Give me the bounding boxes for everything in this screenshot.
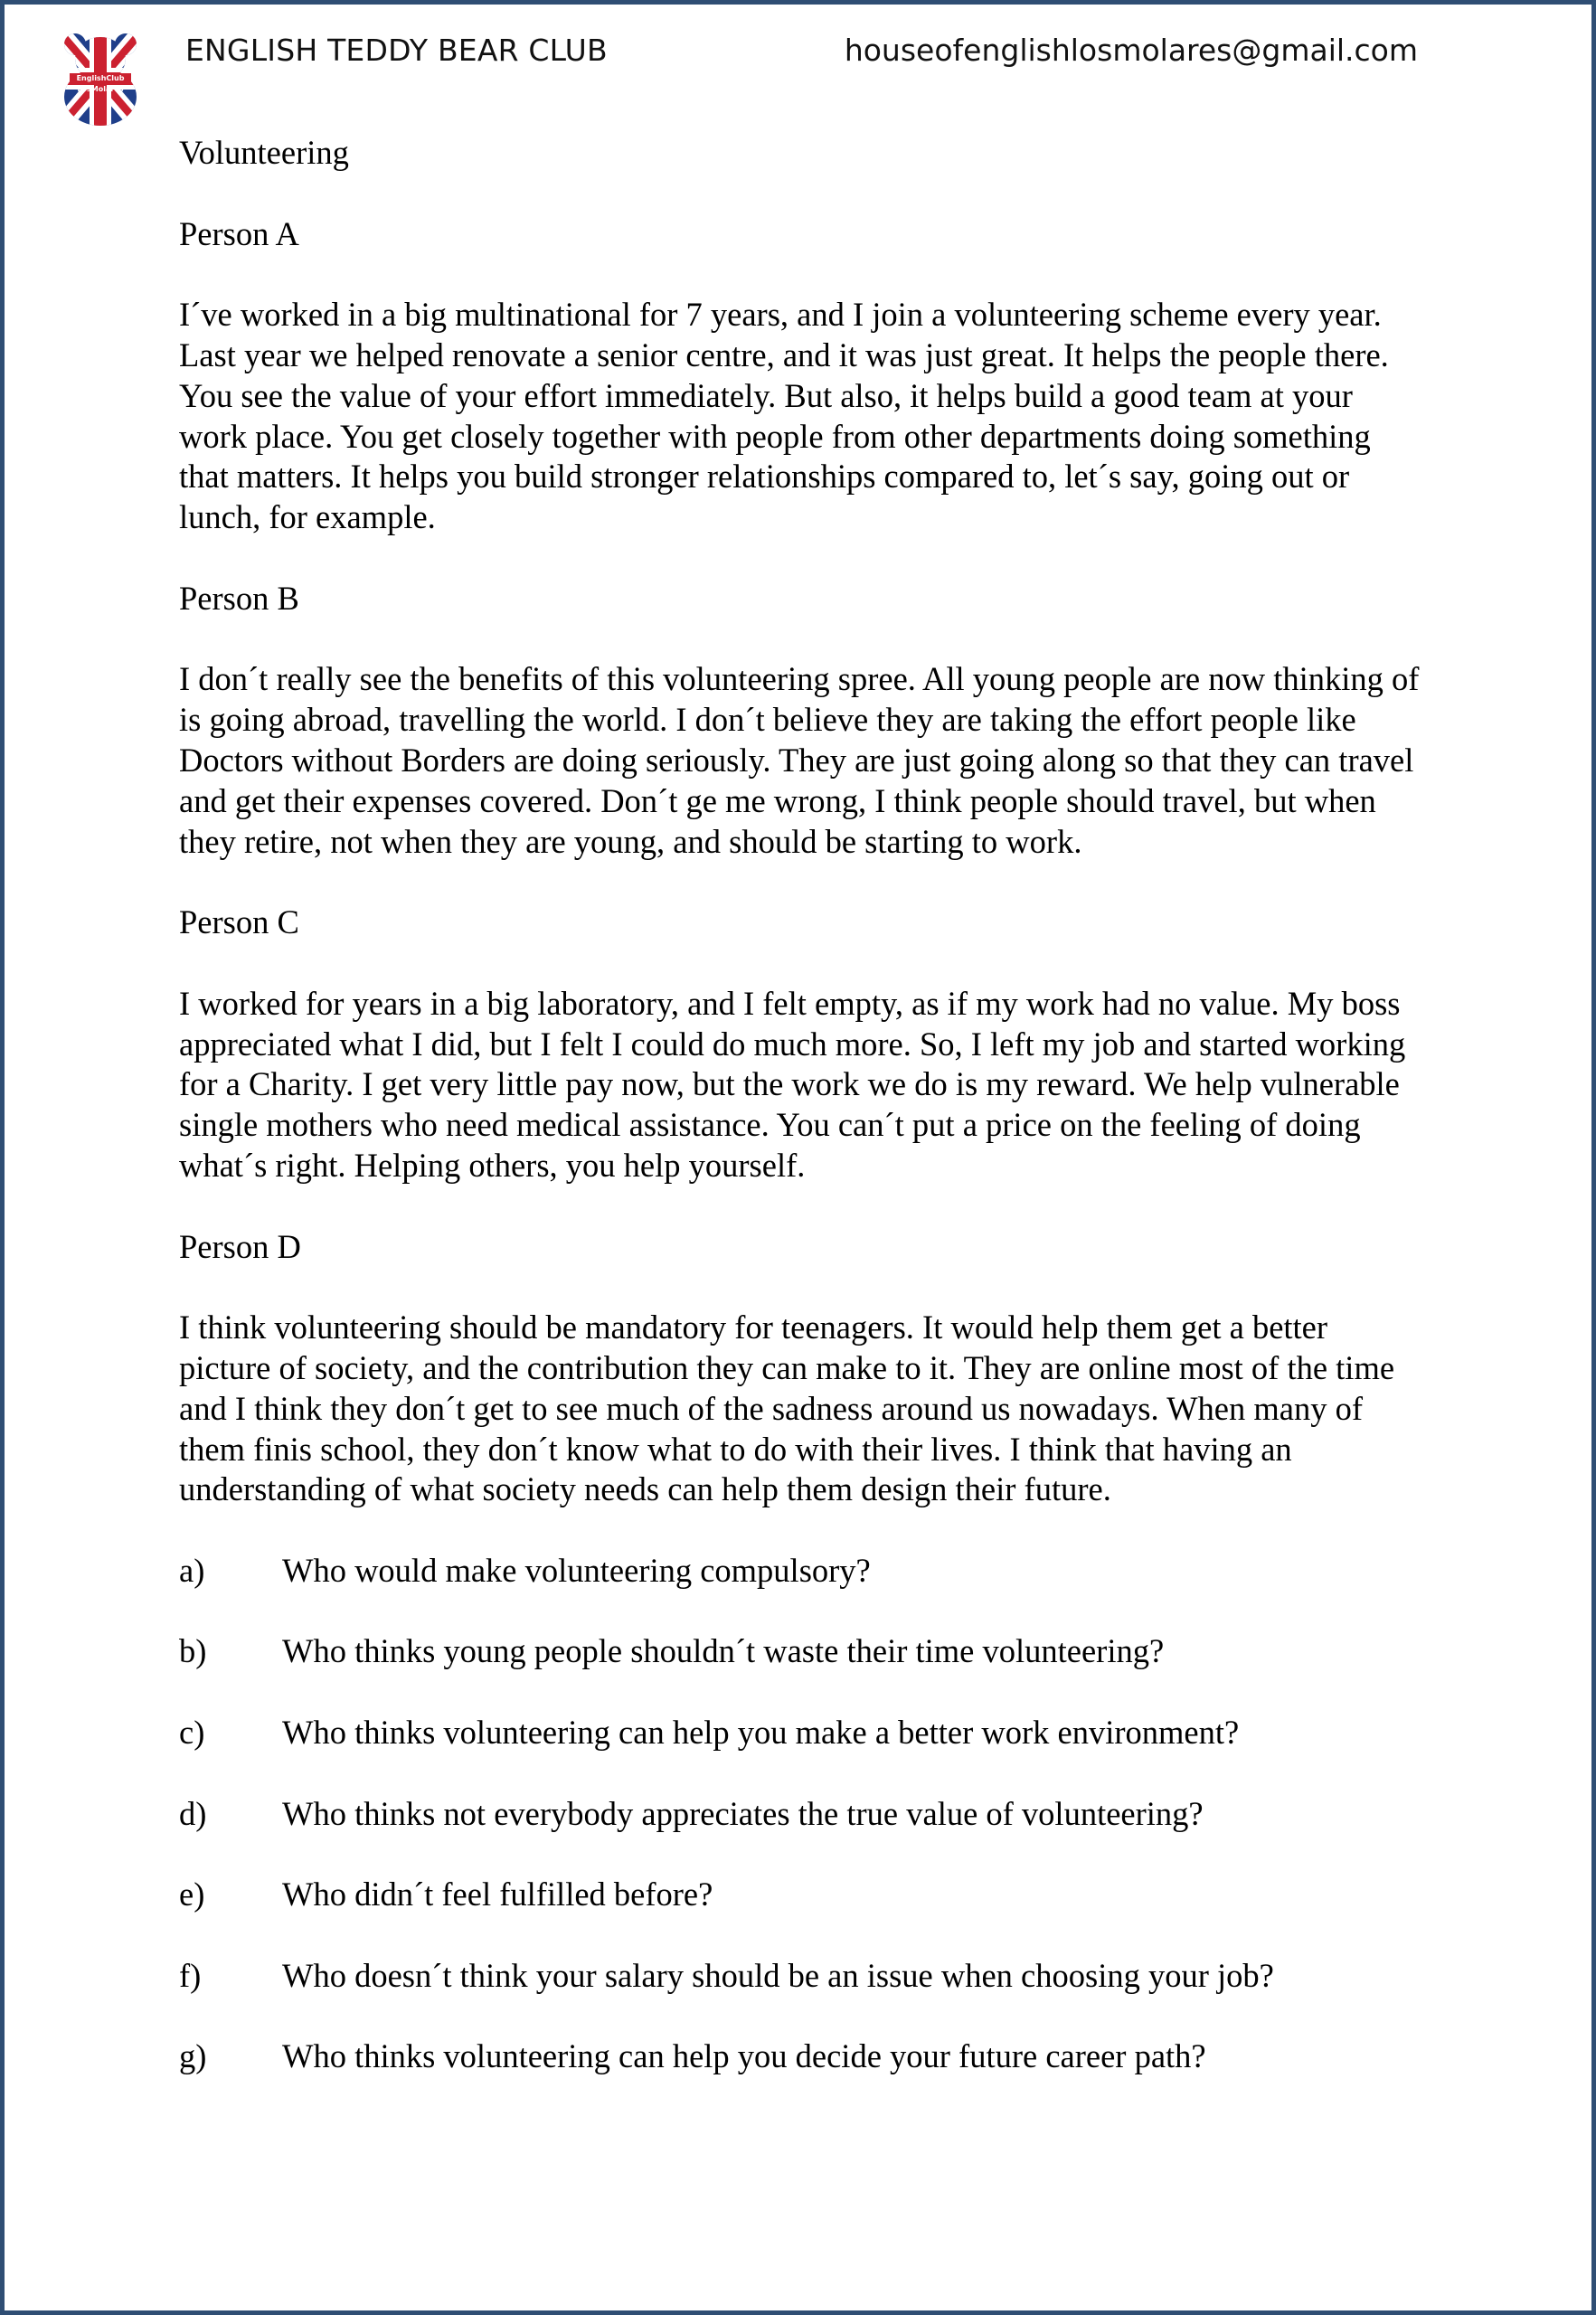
person-c-heading: Person C — [179, 903, 299, 941]
person-b-text: I don´t really see the benefits of this volunteering spree. All young people are now thinking of is going abroad, travelling the world. I don´t believe they are taking the effort people like Doctors without Borders are doing seriously. They are just going along so that they can travel and get their expenses covered. Don´t ge me wrong, I think people should travel, but when they retire, not when they are young, and should be starting to work. — [179, 660, 1420, 860]
question-letter: c) — [179, 1714, 205, 1752]
logo-text-bottom: LosMolares — [77, 85, 124, 93]
person-a-text: I´ve worked in a big multinational for 7 years, and I join a volunteering scheme every year. Last year we helped renovate a senior centre, and it was just great. It helps the people there. You see the value of your effort immediately. But also, it helps build a good team at your work place. You get closely together with people from other departments doing something that matters. It helps you build stronger relationships compared to, let´s say, going out or lunch, for example. — [179, 296, 1389, 536]
question-letter: g) — [179, 2037, 207, 2075]
person-d-heading: Person D — [179, 1227, 301, 1265]
question-letter: b) — [179, 1632, 207, 1670]
question-letter: e) — [179, 1876, 205, 1913]
question-text: Who thinks volunteering can help you decide your future career path? — [282, 2037, 1206, 2075]
person-c-text: I worked for years in a big laboratory, and I felt empty, as if my work had no value. My boss appreciated what I did, but I felt I could do much more. So, I left my job and started working for a Charity. I get very little pay now, but the work we do is my reward. We help vulnerable single mothers who need medical assistance. You can´t put a price on the feeling of doing what´s right. Helping others, you help yourself. — [179, 984, 1406, 1184]
teddy-bear-logo — [59, 32, 142, 128]
question-text: Who would make volunteering compulsory? — [282, 1551, 871, 1589]
question-text: Who doesn´t think your salary should be an issue when choosing your job? — [282, 1956, 1274, 1994]
question-text: Who didn´t feel fulfilled before? — [282, 1876, 713, 1913]
person-d-text: I think volunteering should be mandatory for teenagers. It would help them get a better picture of society, and the contribution they can make to it. They are online most of the time and I think they don´t get to see much of the sadness around us nowadays. When many of them finis school, they don´t know what to do with their lives. I think that having an understanding of what society needs can help them design their future. — [179, 1309, 1395, 1508]
document-title: Volunteering — [179, 134, 349, 171]
person-a-heading: Person A — [179, 214, 299, 252]
document-body — [179, 133, 1427, 2118]
logo-text-top: EnglishClub — [76, 74, 125, 82]
contact-email: houseofenglishlosmolares@gmail.com — [844, 33, 1418, 68]
question-item — [179, 1713, 1427, 1753]
question-item — [179, 1551, 1427, 1592]
question-item — [179, 2036, 1427, 2077]
question-item — [179, 1956, 1427, 1997]
question-letter: a) — [179, 1551, 205, 1589]
club-name: ENGLISH TEDDY BEAR CLUB — [185, 33, 608, 68]
question-list — [179, 1551, 1427, 2077]
question-letter: f) — [179, 1956, 202, 1994]
question-text: Who thinks young people shouldn´t waste their time volunteering? — [282, 1632, 1165, 1670]
question-item — [179, 1631, 1427, 1672]
question-item — [179, 1875, 1427, 1915]
person-b-heading: Person B — [179, 579, 299, 617]
question-letter: d) — [179, 1794, 207, 1832]
question-item — [179, 1794, 1427, 1835]
question-text: Who thinks volunteering can help you make a better work environment? — [282, 1714, 1240, 1752]
question-text: Who thinks not everybody appreciates the true value of volunteering? — [282, 1794, 1204, 1832]
